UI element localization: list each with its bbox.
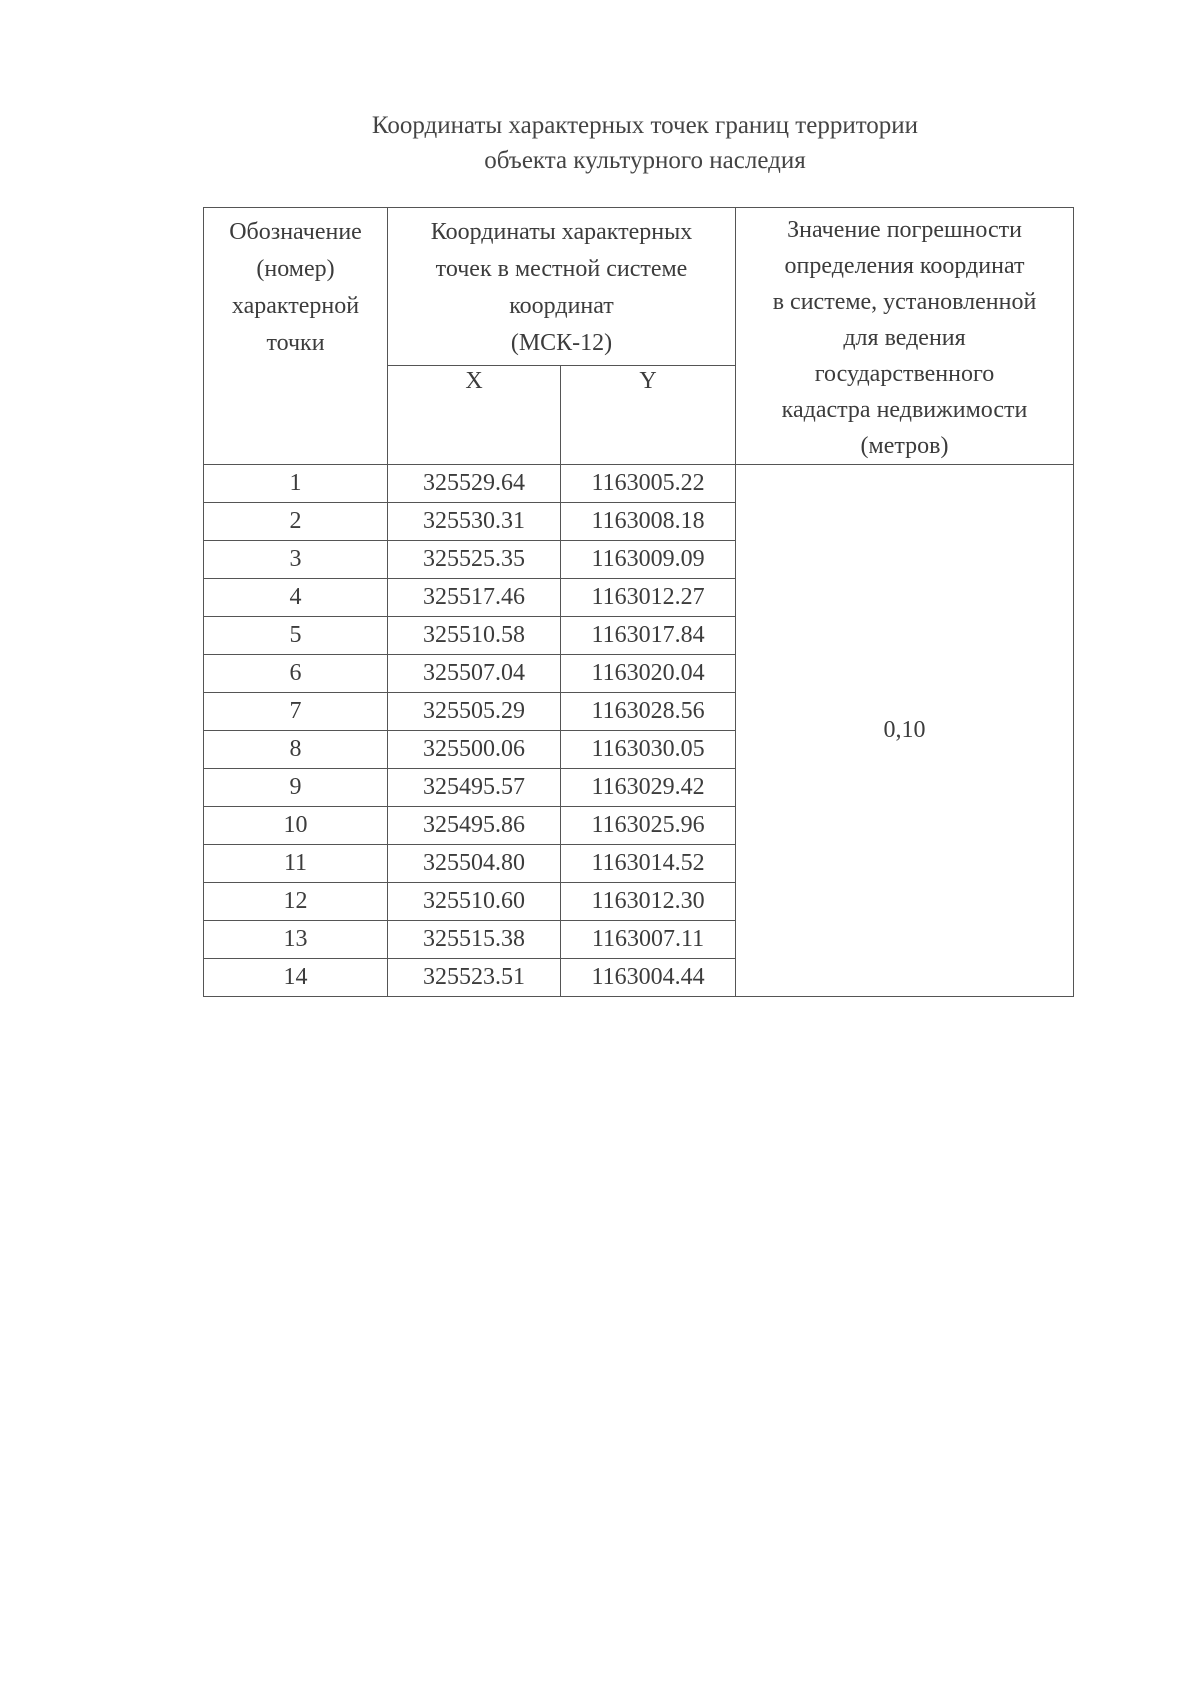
x-coordinate-cell: 325495.57 <box>388 769 561 807</box>
point-number-cell: 9 <box>204 769 388 807</box>
table-body <box>204 465 1074 997</box>
point-number-cell: 8 <box>204 731 388 769</box>
header-error-value: Значение погрешности определения координат в системе, установленной для ведения государственного кадастра недвижимости (метров) <box>736 208 1074 465</box>
header-point-number: Обозначение (номер) характерной точки <box>204 208 388 465</box>
y-coordinate-cell: 1163005.22 <box>561 465 736 503</box>
point-number-cell: 10 <box>204 807 388 845</box>
error-value-cell: 0,10 <box>736 465 1074 997</box>
y-coordinate-cell: 1163028.56 <box>561 693 736 731</box>
x-coordinate-cell: 325530.31 <box>388 503 561 541</box>
y-coordinate-cell: 1163012.30 <box>561 883 736 921</box>
x-coordinate-cell: 325495.86 <box>388 807 561 845</box>
y-coordinate-cell: 1163029.42 <box>561 769 736 807</box>
y-coordinate-cell: 1163025.96 <box>561 807 736 845</box>
x-coordinate-cell: 325523.51 <box>388 959 561 997</box>
point-number-cell: 12 <box>204 883 388 921</box>
y-coordinate-cell: 1163008.18 <box>561 503 736 541</box>
x-coordinate-cell: 325510.58 <box>388 617 561 655</box>
x-coordinate-cell: 325525.35 <box>388 541 561 579</box>
coordinates-table <box>203 207 1074 997</box>
y-coordinate-cell: 1163007.11 <box>561 921 736 959</box>
y-coordinate-cell: 1163012.27 <box>561 579 736 617</box>
x-coordinate-cell: 325510.60 <box>388 883 561 921</box>
header-coordinates: Координаты характерных точек в местной системе координат (МСК-12) <box>388 208 736 366</box>
point-number-cell: 3 <box>204 541 388 579</box>
x-coordinate-cell: 325505.29 <box>388 693 561 731</box>
point-number-cell: 6 <box>204 655 388 693</box>
x-coordinate-cell: 325517.46 <box>388 579 561 617</box>
document-title <box>0 108 1200 178</box>
x-coordinate-cell: 325515.38 <box>388 921 561 959</box>
point-number-cell: 4 <box>204 579 388 617</box>
y-coordinate-cell: 1163004.44 <box>561 959 736 997</box>
title-line-2: объекта культурного наследия <box>484 147 806 174</box>
point-number-cell: 7 <box>204 693 388 731</box>
header-y: Y <box>561 366 736 465</box>
point-number-cell: 14 <box>204 959 388 997</box>
point-number-cell: 5 <box>204 617 388 655</box>
point-number-cell: 13 <box>204 921 388 959</box>
x-coordinate-cell: 325504.80 <box>388 845 561 883</box>
y-coordinate-cell: 1163030.05 <box>561 731 736 769</box>
y-coordinate-cell: 1163020.04 <box>561 655 736 693</box>
y-coordinate-cell: 1163017.84 <box>561 617 736 655</box>
x-coordinate-cell: 325529.64 <box>388 465 561 503</box>
title-line-1: Координаты характерных точек границ территории <box>371 112 919 139</box>
point-number-cell: 1 <box>204 465 388 503</box>
header-x: X <box>388 366 561 465</box>
point-number-cell: 2 <box>204 503 388 541</box>
x-coordinate-cell: 325500.06 <box>388 731 561 769</box>
y-coordinate-cell: 1163009.09 <box>561 541 736 579</box>
x-coordinate-cell: 325507.04 <box>388 655 561 693</box>
point-number-cell: 11 <box>204 845 388 883</box>
y-coordinate-cell: 1163014.52 <box>561 845 736 883</box>
table-row <box>204 465 1074 503</box>
